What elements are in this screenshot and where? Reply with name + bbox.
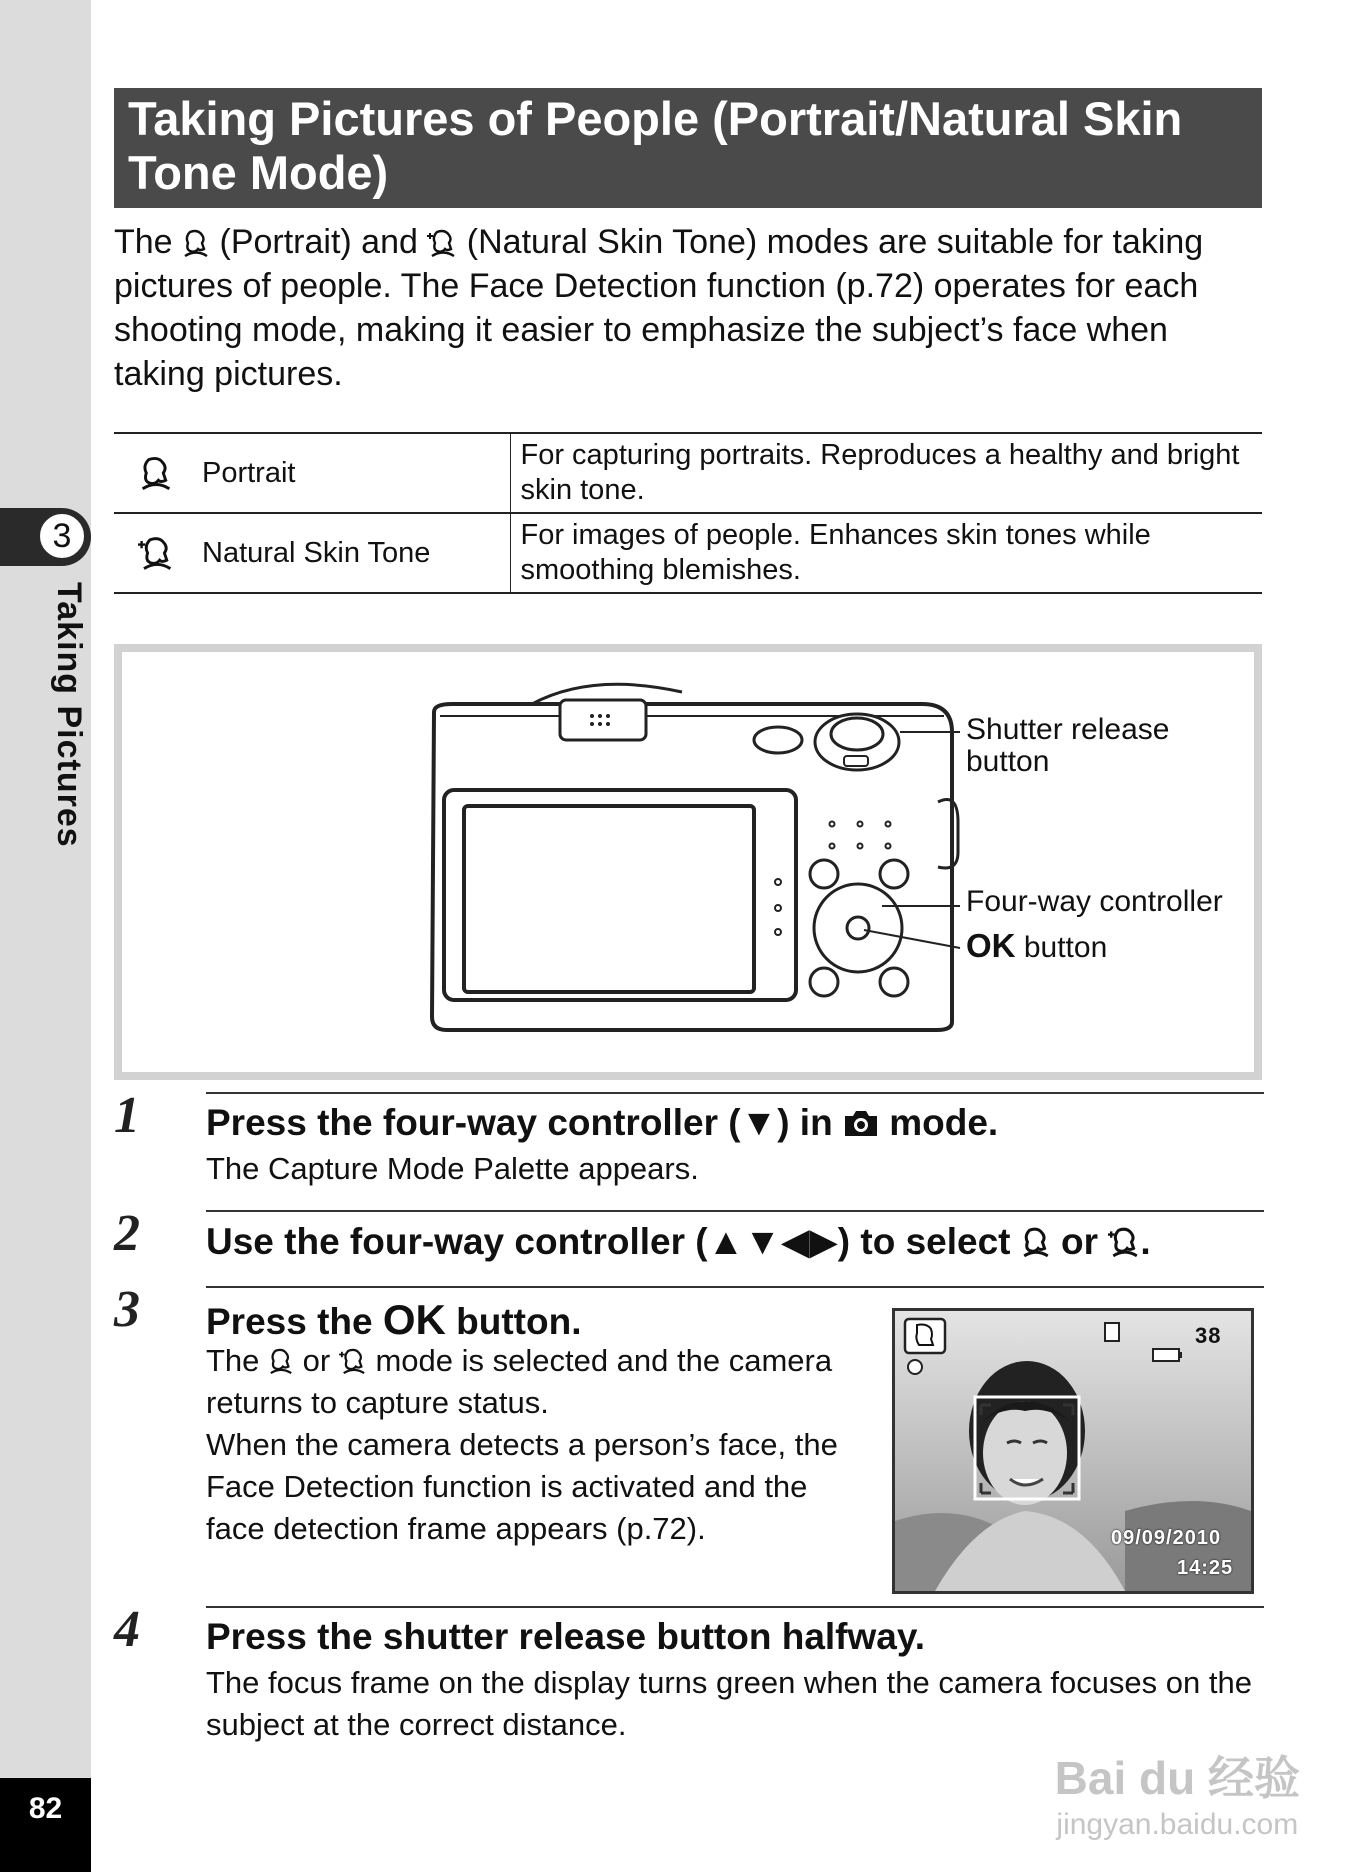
- ok-button: [847, 917, 869, 939]
- shutter-release-button: [831, 718, 883, 750]
- shots-remaining: 38: [1195, 1323, 1222, 1348]
- battery-icon: [1153, 1349, 1179, 1361]
- lcd-time: 14:25: [1177, 1557, 1234, 1579]
- mode-name: Natural Skin Tone: [202, 536, 431, 569]
- page-title: Taking Pictures of People (Portrait/Natural Skin Tone Mode): [114, 88, 1262, 208]
- callout-ok: OK button: [966, 927, 1108, 964]
- portrait-mode-icon: [268, 1348, 294, 1374]
- step-heading: Press the OK button.: [206, 1296, 582, 1343]
- portrait-mode-icon: [1021, 1227, 1051, 1257]
- natural-skin-tone-mode-icon: [339, 1348, 367, 1374]
- step-number: 2: [114, 1205, 140, 1262]
- mode-name: Portrait: [202, 456, 296, 489]
- mode-table: [114, 432, 1262, 594]
- ok-glyph: OK: [382, 1296, 446, 1343]
- natural-skin-tone-mode-icon: [1108, 1227, 1140, 1257]
- step-number: 4: [114, 1601, 140, 1658]
- lcd-monitor: [464, 806, 754, 992]
- camera-illustration: [114, 644, 1262, 1080]
- chapter-title: Taking Pictures: [50, 582, 88, 848]
- callout-shutter: Shutter release button: [966, 713, 1170, 778]
- portrait-mode-icon: [182, 229, 210, 257]
- lcd-sample-screen: [892, 1308, 1254, 1594]
- camera-mode-icon: [843, 1108, 879, 1138]
- flash-unit: [560, 700, 646, 740]
- step-body: The Capture Mode Palette appears.: [206, 1151, 699, 1186]
- table-row: [114, 433, 1262, 513]
- callout-four-way: Four-way controller: [966, 885, 1223, 918]
- face-detection-icon: [908, 1360, 922, 1374]
- page-number: 82: [0, 1778, 91, 1872]
- step-body: The focus frame on the display turns green when the camera focuses on the subject at the correct distance.: [206, 1665, 1252, 1742]
- step-heading: Press the four-way controller (▼) in mode.: [206, 1102, 999, 1143]
- step-number: 3: [114, 1281, 140, 1338]
- step-body: The or mode is selected and the camera returns to capture status. When the camera detects a person’s face, the Face Detection function is activated and the face detection frame appears (p.72).: [206, 1343, 838, 1546]
- step-heading: Use the four-way controller (▲▼◀▶) to select or .: [206, 1221, 1151, 1262]
- step-number: 1: [114, 1087, 140, 1144]
- power-button: [754, 727, 802, 753]
- chapter-number: 3: [38, 512, 86, 560]
- baidu-watermark: Bai du 经验 jingyan.baidu.com: [1054, 1752, 1300, 1841]
- intro-paragraph: The (Portrait) and (Natural Skin Tone) modes are suitable for taking pictures of people. The Face Detection function (p.72) operates for each shooting mode, making it easier to emphasize the subject’s face when taking pictures.: [114, 223, 1204, 393]
- chapter-sidebar: [0, 0, 91, 1872]
- lcd-date: 09/09/2010: [1111, 1527, 1222, 1549]
- step-heading: Press the shutter release button halfway.: [206, 1616, 925, 1657]
- mode-description: For images of people. Enhances skin tones while smoothing blemishes.: [510, 513, 1262, 593]
- portrait-mode-icon: [139, 456, 173, 490]
- memory-card-icon: [1105, 1323, 1119, 1341]
- natural-skin-tone-mode-icon: [138, 536, 174, 570]
- mode-description: For capturing portraits. Reproduces a healthy and bright skin tone.: [510, 433, 1262, 513]
- natural-skin-tone-mode-icon: [427, 229, 457, 257]
- table-row: [114, 513, 1262, 593]
